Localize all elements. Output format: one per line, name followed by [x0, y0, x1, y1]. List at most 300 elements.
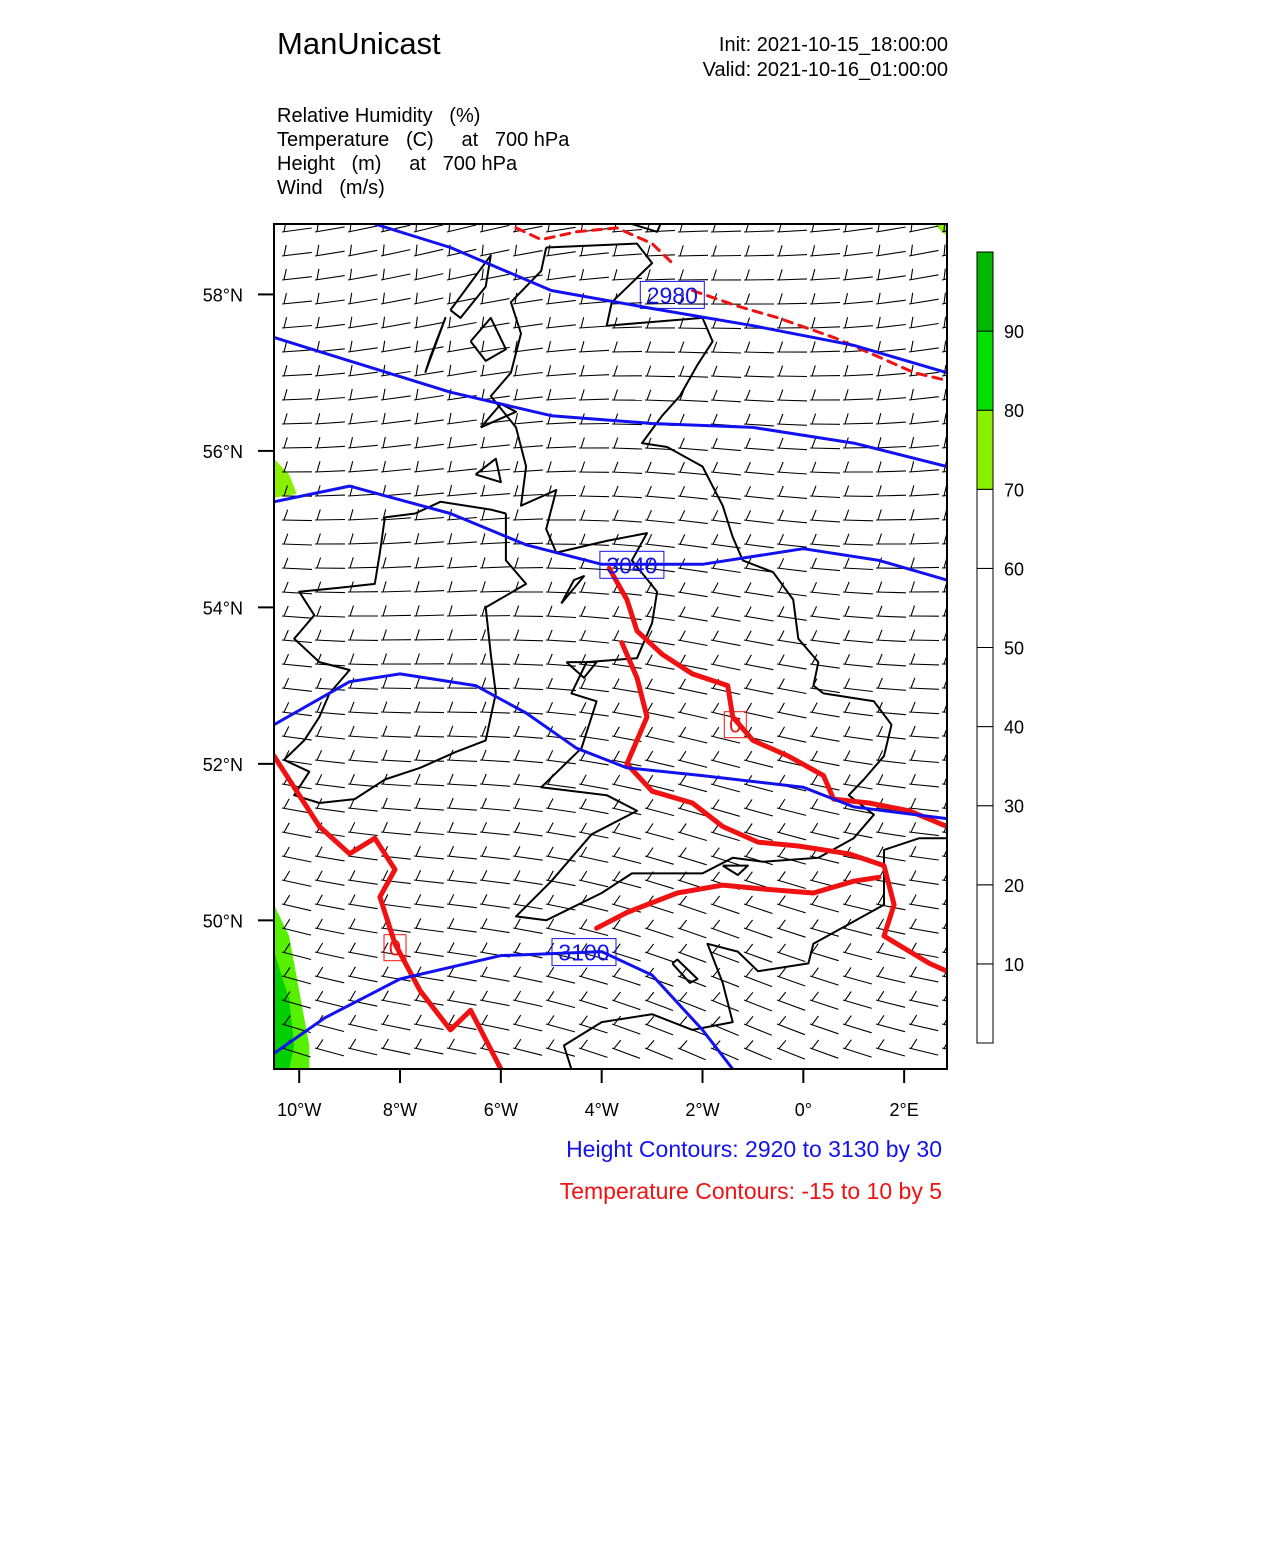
coastline-isle-of-man — [561, 576, 584, 603]
colorbar-segment — [977, 252, 993, 331]
wind-barb — [876, 654, 906, 666]
wind-barb — [315, 702, 345, 715]
wind-barb — [348, 509, 378, 520]
wind-barb — [810, 751, 840, 766]
wind-barb — [843, 702, 873, 716]
wind-barb — [414, 269, 443, 280]
wind-barb — [315, 750, 345, 763]
wind-barb — [282, 895, 311, 911]
wind-barb — [579, 775, 609, 790]
height-contour-label: 3100 — [558, 939, 610, 966]
wind-barb — [612, 968, 641, 986]
wind-barb — [447, 485, 477, 496]
wind-barb — [876, 774, 906, 788]
wind-barb — [777, 534, 807, 547]
wind-barb — [381, 798, 411, 810]
wind-barb — [876, 847, 906, 861]
wind-barb — [810, 703, 840, 717]
wind-barb — [381, 269, 410, 280]
wind-barb — [579, 389, 609, 400]
wind-barb — [579, 871, 608, 887]
wind-barb — [678, 727, 707, 743]
wind-barb — [315, 245, 345, 256]
field-level: at 700 hPa — [409, 153, 518, 175]
wind-barb — [282, 606, 312, 618]
wind-barb — [909, 654, 939, 665]
wind-barb — [447, 654, 477, 665]
field-name: Wind — [277, 177, 323, 199]
wind-barb — [810, 269, 840, 280]
wind-barb — [777, 438, 807, 450]
wind-barb — [744, 270, 774, 281]
wind-barb — [777, 414, 807, 426]
wind-barb — [546, 341, 576, 352]
coastline-lewis — [450, 255, 490, 318]
wind-barb — [843, 317, 873, 328]
wind-barb — [645, 510, 675, 523]
wind-barb — [447, 630, 477, 641]
wind-barb — [414, 798, 444, 810]
wind-barb — [513, 871, 543, 885]
wind-barb — [645, 269, 675, 280]
wind-barb — [480, 606, 510, 617]
wind-barb — [744, 679, 773, 694]
lat-tick-label: 56°N — [202, 441, 243, 462]
wind-barb — [480, 870, 510, 884]
rh-colorbar — [977, 252, 1024, 1043]
wind-barb — [513, 654, 543, 665]
wind-barb — [909, 437, 939, 448]
wind-barb — [678, 342, 708, 353]
wind-barb — [810, 221, 840, 232]
wind-barb — [480, 750, 510, 762]
wind-barb — [777, 944, 805, 962]
wind-barb — [678, 607, 708, 622]
wind-barb — [480, 437, 510, 448]
wind-barb — [810, 510, 840, 522]
wind-barb — [480, 485, 510, 496]
map-frame — [274, 224, 947, 1069]
wind-barb — [744, 944, 772, 962]
wind-barb — [414, 870, 444, 883]
wind-barb — [315, 726, 345, 739]
wind-barb — [282, 847, 311, 862]
wind-barb — [876, 534, 906, 544]
wind-barb — [843, 413, 873, 424]
wind-barb — [777, 293, 807, 304]
wind-barb — [711, 896, 739, 914]
wind-barb — [315, 437, 345, 448]
colorbar-label: 80 — [1004, 401, 1025, 422]
colorbar-segment — [977, 885, 993, 964]
wind-barb — [315, 919, 344, 934]
colorbar-segment — [977, 806, 993, 885]
wind-barb — [843, 751, 873, 765]
wind-barb — [843, 389, 873, 400]
wind-barb — [645, 727, 674, 742]
wind-barb — [480, 798, 510, 811]
wind-barb — [645, 848, 674, 865]
wind-barb — [876, 991, 905, 1007]
wind-barb — [513, 485, 543, 496]
wind-barb — [414, 221, 443, 232]
coastline-great-britain — [491, 244, 892, 921]
wind-barb — [612, 992, 640, 1010]
wind-barb — [579, 486, 609, 497]
wind-barb — [777, 607, 807, 621]
lon-tick-label: 8°W — [382, 1100, 418, 1120]
wind-barb — [909, 750, 939, 763]
wind-barb — [744, 992, 772, 1011]
wind-barb — [348, 606, 378, 616]
wind-barb — [282, 389, 312, 400]
wind-barb — [348, 317, 378, 328]
wind-barb — [480, 1015, 509, 1030]
wind-barb — [381, 533, 411, 544]
lat-tick-label: 58°N — [202, 285, 243, 306]
wind-barb — [513, 365, 543, 376]
wind-barb — [678, 534, 708, 548]
wind-barb — [315, 389, 345, 400]
wind-barb — [612, 799, 641, 815]
wind-barb — [711, 462, 741, 475]
wind-barb — [513, 461, 543, 472]
wind-barb — [744, 462, 774, 475]
wind-barb — [612, 847, 641, 863]
wind-barb — [348, 1015, 377, 1031]
wind-barb — [315, 967, 344, 983]
wind-barb — [381, 605, 411, 616]
wind-barb — [546, 486, 576, 497]
wind-barb — [876, 245, 906, 256]
wind-barb — [348, 1039, 377, 1055]
height-contour-label: 3040 — [606, 552, 658, 579]
wind-barb — [843, 630, 873, 643]
wind-barb — [744, 390, 774, 402]
wind-barb — [546, 221, 576, 232]
wind-barb — [645, 944, 673, 962]
wind-barb — [909, 413, 939, 424]
wind-barb — [810, 414, 840, 425]
wind-barb — [711, 944, 739, 962]
wind-barb — [810, 245, 840, 256]
colorbar-segment — [977, 648, 993, 727]
wind-barb — [777, 968, 805, 986]
wind-barb — [810, 486, 840, 498]
wind-barb — [645, 390, 675, 401]
wind-barb — [843, 606, 873, 618]
wind-barb — [843, 269, 873, 280]
lon-tick-label: 6°W — [483, 1100, 518, 1120]
wind-barb — [414, 557, 444, 568]
wind-barb — [810, 630, 840, 644]
wind-barb — [876, 461, 906, 472]
wind-barb — [678, 583, 708, 597]
wind-barb — [414, 461, 444, 472]
wind-barb — [711, 968, 739, 987]
wind-barb — [348, 919, 378, 933]
wind-barb — [744, 294, 774, 304]
wind-barb — [381, 461, 411, 472]
wind-barb — [513, 245, 543, 256]
wind-barb — [414, 317, 444, 328]
wind-barb — [777, 703, 806, 718]
wind-barb — [381, 341, 411, 352]
wind-barb — [447, 870, 477, 883]
wind-barb — [513, 678, 543, 690]
wind-barb — [447, 894, 477, 907]
wind-barb — [744, 751, 773, 767]
wind-barb — [909, 341, 939, 352]
wind-barb — [282, 534, 312, 545]
wind-barb — [645, 534, 675, 547]
wind-barb — [711, 583, 741, 597]
wind-barb — [315, 534, 345, 545]
wind-barb — [909, 293, 939, 304]
colorbar-label: 90 — [1004, 322, 1025, 343]
wind-barb — [711, 438, 741, 451]
wind-barb — [546, 678, 576, 691]
plot-area — [274, 220, 972, 1069]
wind-barb — [348, 533, 378, 544]
colorbar-segment — [977, 489, 993, 568]
wind-barb — [315, 317, 345, 328]
wind-barb — [381, 245, 410, 256]
wind-barb — [546, 269, 576, 280]
wind-barb — [777, 558, 807, 571]
wind-barb — [348, 967, 377, 982]
wind-barb — [843, 943, 872, 959]
wind-barb — [744, 896, 773, 914]
wind-barb — [678, 824, 707, 841]
wind-barb — [414, 341, 444, 352]
wind-barb — [381, 1039, 410, 1054]
wind-barb — [744, 703, 773, 719]
wind-barb — [579, 823, 608, 838]
wind-barb — [678, 679, 707, 694]
wind-barb — [612, 486, 642, 498]
wind-barb — [876, 389, 906, 400]
temperature-contour — [274, 756, 501, 1069]
wind-barb — [381, 557, 411, 568]
wind-barb — [777, 390, 807, 401]
wind-barb — [546, 702, 576, 715]
colorbar-label: 60 — [1004, 559, 1025, 580]
wind-barb — [348, 437, 378, 448]
wind-barb — [381, 1015, 410, 1030]
wind-barb — [348, 895, 378, 909]
wind-barb — [546, 919, 575, 934]
wind-barb — [645, 582, 675, 596]
wind-barb — [414, 654, 444, 665]
wind-barb — [414, 581, 444, 592]
wind-barb — [810, 944, 839, 961]
wind-barb — [909, 389, 939, 400]
coastline-isle-of-wight — [723, 866, 748, 875]
wind-barb — [645, 1016, 673, 1035]
wind-barb — [447, 581, 477, 592]
wind-barb — [381, 437, 411, 448]
wind-barb — [777, 920, 806, 937]
wind-barb — [447, 774, 477, 786]
wind-barb — [480, 654, 510, 665]
wind-barb — [909, 1039, 938, 1055]
wind-barb — [810, 462, 840, 473]
wind-barb — [744, 607, 774, 621]
wind-barb — [810, 920, 839, 937]
rh-shading — [274, 224, 947, 1069]
wind-barb — [843, 534, 873, 545]
wind-barb — [579, 1040, 608, 1058]
wind-barb — [579, 919, 608, 935]
wind-barb — [282, 654, 312, 667]
wind-barb — [348, 269, 378, 280]
wind-barb — [909, 509, 939, 520]
wind-barb — [909, 967, 938, 982]
wind-barb — [579, 438, 609, 449]
wind-barb — [876, 678, 906, 690]
wind-barb — [909, 1015, 938, 1031]
wind-barb — [414, 365, 444, 376]
rh-region — [934, 224, 947, 236]
wind-barb — [777, 245, 807, 256]
wind-barb — [414, 245, 443, 256]
wind-barb — [480, 221, 509, 232]
wind-barb — [744, 920, 772, 938]
colorbar-segment — [977, 410, 993, 489]
wind-barb — [876, 967, 905, 983]
wind-barb — [612, 823, 641, 839]
wind-barb — [513, 1015, 542, 1031]
wind-barb — [678, 245, 708, 256]
wind-barb — [480, 991, 509, 1006]
wind-barb — [381, 726, 411, 738]
wind-barb — [447, 317, 477, 328]
wind-barb — [777, 679, 807, 694]
wind-barb — [546, 799, 576, 813]
wind-barb — [876, 485, 906, 496]
wind-barb — [744, 438, 774, 450]
wind-barb — [348, 750, 378, 762]
wind-barb — [315, 510, 345, 521]
wind-barb — [348, 557, 378, 568]
wind-barb — [678, 510, 708, 523]
wind-barb — [744, 1016, 772, 1035]
wind-barb — [612, 1040, 640, 1058]
wind-barb — [315, 365, 345, 376]
wind-barb — [909, 678, 939, 690]
wind-barb — [447, 726, 477, 737]
wind-barb — [744, 534, 774, 548]
colorbar-segment — [977, 568, 993, 647]
wind-barb — [777, 872, 806, 889]
wind-barb — [480, 726, 510, 738]
wind-barb — [744, 414, 774, 426]
wind-barb — [777, 1016, 805, 1034]
wind-barb — [447, 365, 477, 376]
wind-barb — [414, 413, 444, 424]
wind-barb — [282, 438, 312, 449]
wind-barb — [282, 221, 312, 232]
wind-barb — [282, 582, 312, 594]
wind-barb — [777, 799, 806, 815]
colorbar-segment — [977, 964, 993, 1043]
wind-barb — [282, 726, 312, 740]
wind-barb — [348, 630, 378, 641]
wind-barb — [909, 919, 939, 934]
wind-barb — [414, 437, 444, 448]
wind-barb — [645, 462, 675, 474]
temperature-contour-label: 0 — [729, 712, 742, 738]
colorbar-label: 30 — [1004, 796, 1025, 817]
colorbar-label: 70 — [1004, 480, 1025, 501]
wind-barb — [711, 920, 739, 938]
wind-barb — [744, 1041, 772, 1060]
wind-barb — [909, 846, 939, 860]
wind-barb — [414, 846, 444, 859]
wind-barb — [678, 1041, 706, 1060]
wind-barb — [579, 510, 609, 521]
wind-barb — [579, 582, 609, 594]
wind-barb — [843, 365, 873, 376]
wind-barb — [447, 269, 476, 280]
wind-barb — [315, 991, 344, 1007]
lat-tick-label: 52°N — [202, 754, 243, 775]
wind-barb — [843, 510, 873, 521]
wind-barb — [810, 992, 839, 1010]
field-name: Temperature — [277, 129, 390, 151]
wind-barb — [810, 968, 839, 985]
wind-barbs — [282, 221, 972, 1060]
wind-barb — [909, 822, 939, 835]
colorbar-label: 40 — [1004, 717, 1025, 738]
wind-barb — [579, 317, 609, 328]
wind-barb — [348, 293, 378, 304]
wind-barb — [381, 581, 411, 592]
wind-barb — [777, 366, 807, 377]
wind-barb — [678, 896, 706, 914]
height-contours — [274, 224, 947, 1069]
wind-barb — [546, 654, 576, 666]
wind-barb — [447, 437, 477, 448]
wind-barb — [546, 389, 576, 400]
wind-barb — [810, 366, 840, 377]
wind-barb — [612, 606, 642, 619]
wind-barb — [843, 1040, 872, 1057]
wind-barb — [282, 871, 311, 886]
wind-barb — [315, 895, 345, 910]
wind-barb — [579, 365, 609, 376]
wind-barb — [315, 221, 345, 232]
wind-barb — [843, 582, 873, 594]
wind-barb — [447, 605, 477, 616]
wind-barb — [414, 774, 444, 786]
wind-barb — [480, 822, 510, 835]
wind-barb — [612, 703, 642, 718]
wind-barb — [843, 919, 872, 935]
wind-barb — [777, 1040, 805, 1059]
wind-barb — [579, 341, 609, 352]
wind-barb — [579, 269, 609, 280]
wind-barb — [843, 992, 872, 1009]
wind-barb — [909, 630, 939, 641]
wind-barb — [315, 871, 345, 886]
wind-barb — [546, 606, 576, 618]
wind-barb — [513, 726, 543, 738]
wind-barb — [843, 221, 873, 232]
wind-barb — [909, 871, 939, 885]
wind-barb — [414, 943, 444, 957]
